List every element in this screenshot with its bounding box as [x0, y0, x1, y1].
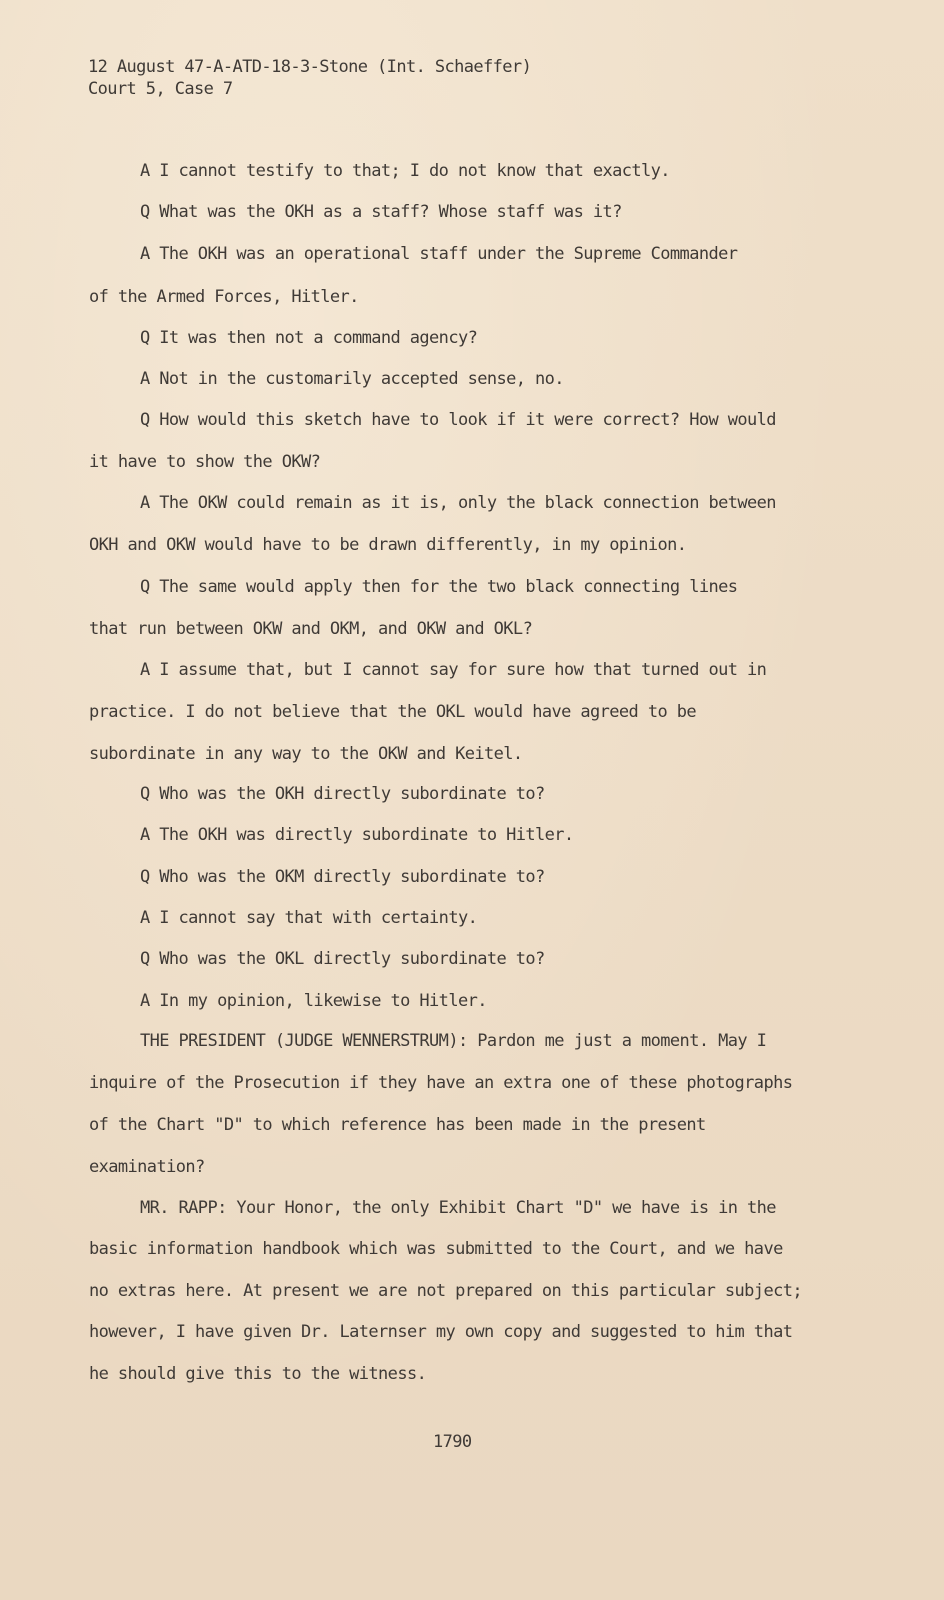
page-number: 1790 [433, 1432, 472, 1452]
text-line: A I cannot say that with certainty. [140, 908, 478, 928]
text-line: it have to show the OKW? [89, 452, 321, 472]
text-line: MR. RAPP: Your Honor, the only Exhibit Chart "D" we have is in the [140, 1198, 776, 1218]
text-line: A In my opinion, likewise to Hitler. [140, 991, 487, 1011]
text-line: Q The same would apply then for the two black connecting lines [140, 577, 738, 597]
text-line: Q Who was the OKL directly subordinate to? [140, 949, 545, 969]
text-line: A The OKH was directly subordinate to Hitler. [140, 825, 574, 845]
text-line: practice. I do not believe that the OKL would have agreed to be [89, 702, 696, 722]
text-line: Q How would this sketch have to look if it were correct? How would [140, 410, 776, 430]
text-line: of the Armed Forces, Hitler. [89, 287, 359, 307]
text-line: that run between OKW and OKM, and OKW and OKL? [89, 619, 533, 639]
text-line: OKH and OKW would have to be drawn differently, in my opinion. [89, 535, 687, 555]
text-line: basic information handbook which was submitted to the Court, and we have [89, 1239, 783, 1259]
header-line-1: 12 August 47-A-ATD-18-3-Stone (Int. Schaeffer) [88, 57, 532, 77]
document-header [88, 56, 531, 100]
text-line: of the Chart "D" to which reference has been made in the present [89, 1115, 706, 1135]
text-line: however, I have given Dr. Laternser my own copy and suggested to him that [89, 1322, 793, 1342]
text-line: Q It was then not a command agency? [140, 328, 478, 348]
text-line: THE PRESIDENT (JUDGE WENNERSTRUM): Pardon me just a moment. May I [140, 1031, 767, 1051]
text-line: A Not in the customarily accepted sense, no. [140, 369, 564, 389]
header-line-2: Court 5, Case 7 [88, 79, 233, 99]
text-line: inquire of the Prosecution if they have an extra one of these photographs [89, 1073, 793, 1093]
text-line: A I assume that, but I cannot say for sure how that turned out in [140, 660, 767, 680]
text-line: no extras here. At present we are not prepared on this particular subject; [89, 1281, 802, 1301]
text-line: A I cannot testify to that; I do not know that exactly. [140, 161, 670, 181]
text-line: Q What was the OKH as a staff? Whose staff was it? [140, 202, 622, 222]
text-line: he should give this to the witness. [89, 1364, 427, 1384]
text-line: examination? [89, 1157, 205, 1177]
text-line: A The OKH was an operational staff under the Supreme Commander [140, 244, 738, 264]
text-line: subordinate in any way to the OKW and Keitel. [89, 744, 523, 764]
text-line: Q Who was the OKH directly subordinate to? [140, 784, 545, 804]
text-line: A The OKW could remain as it is, only the black connection between [140, 493, 776, 513]
text-line: Q Who was the OKM directly subordinate to? [140, 867, 545, 887]
